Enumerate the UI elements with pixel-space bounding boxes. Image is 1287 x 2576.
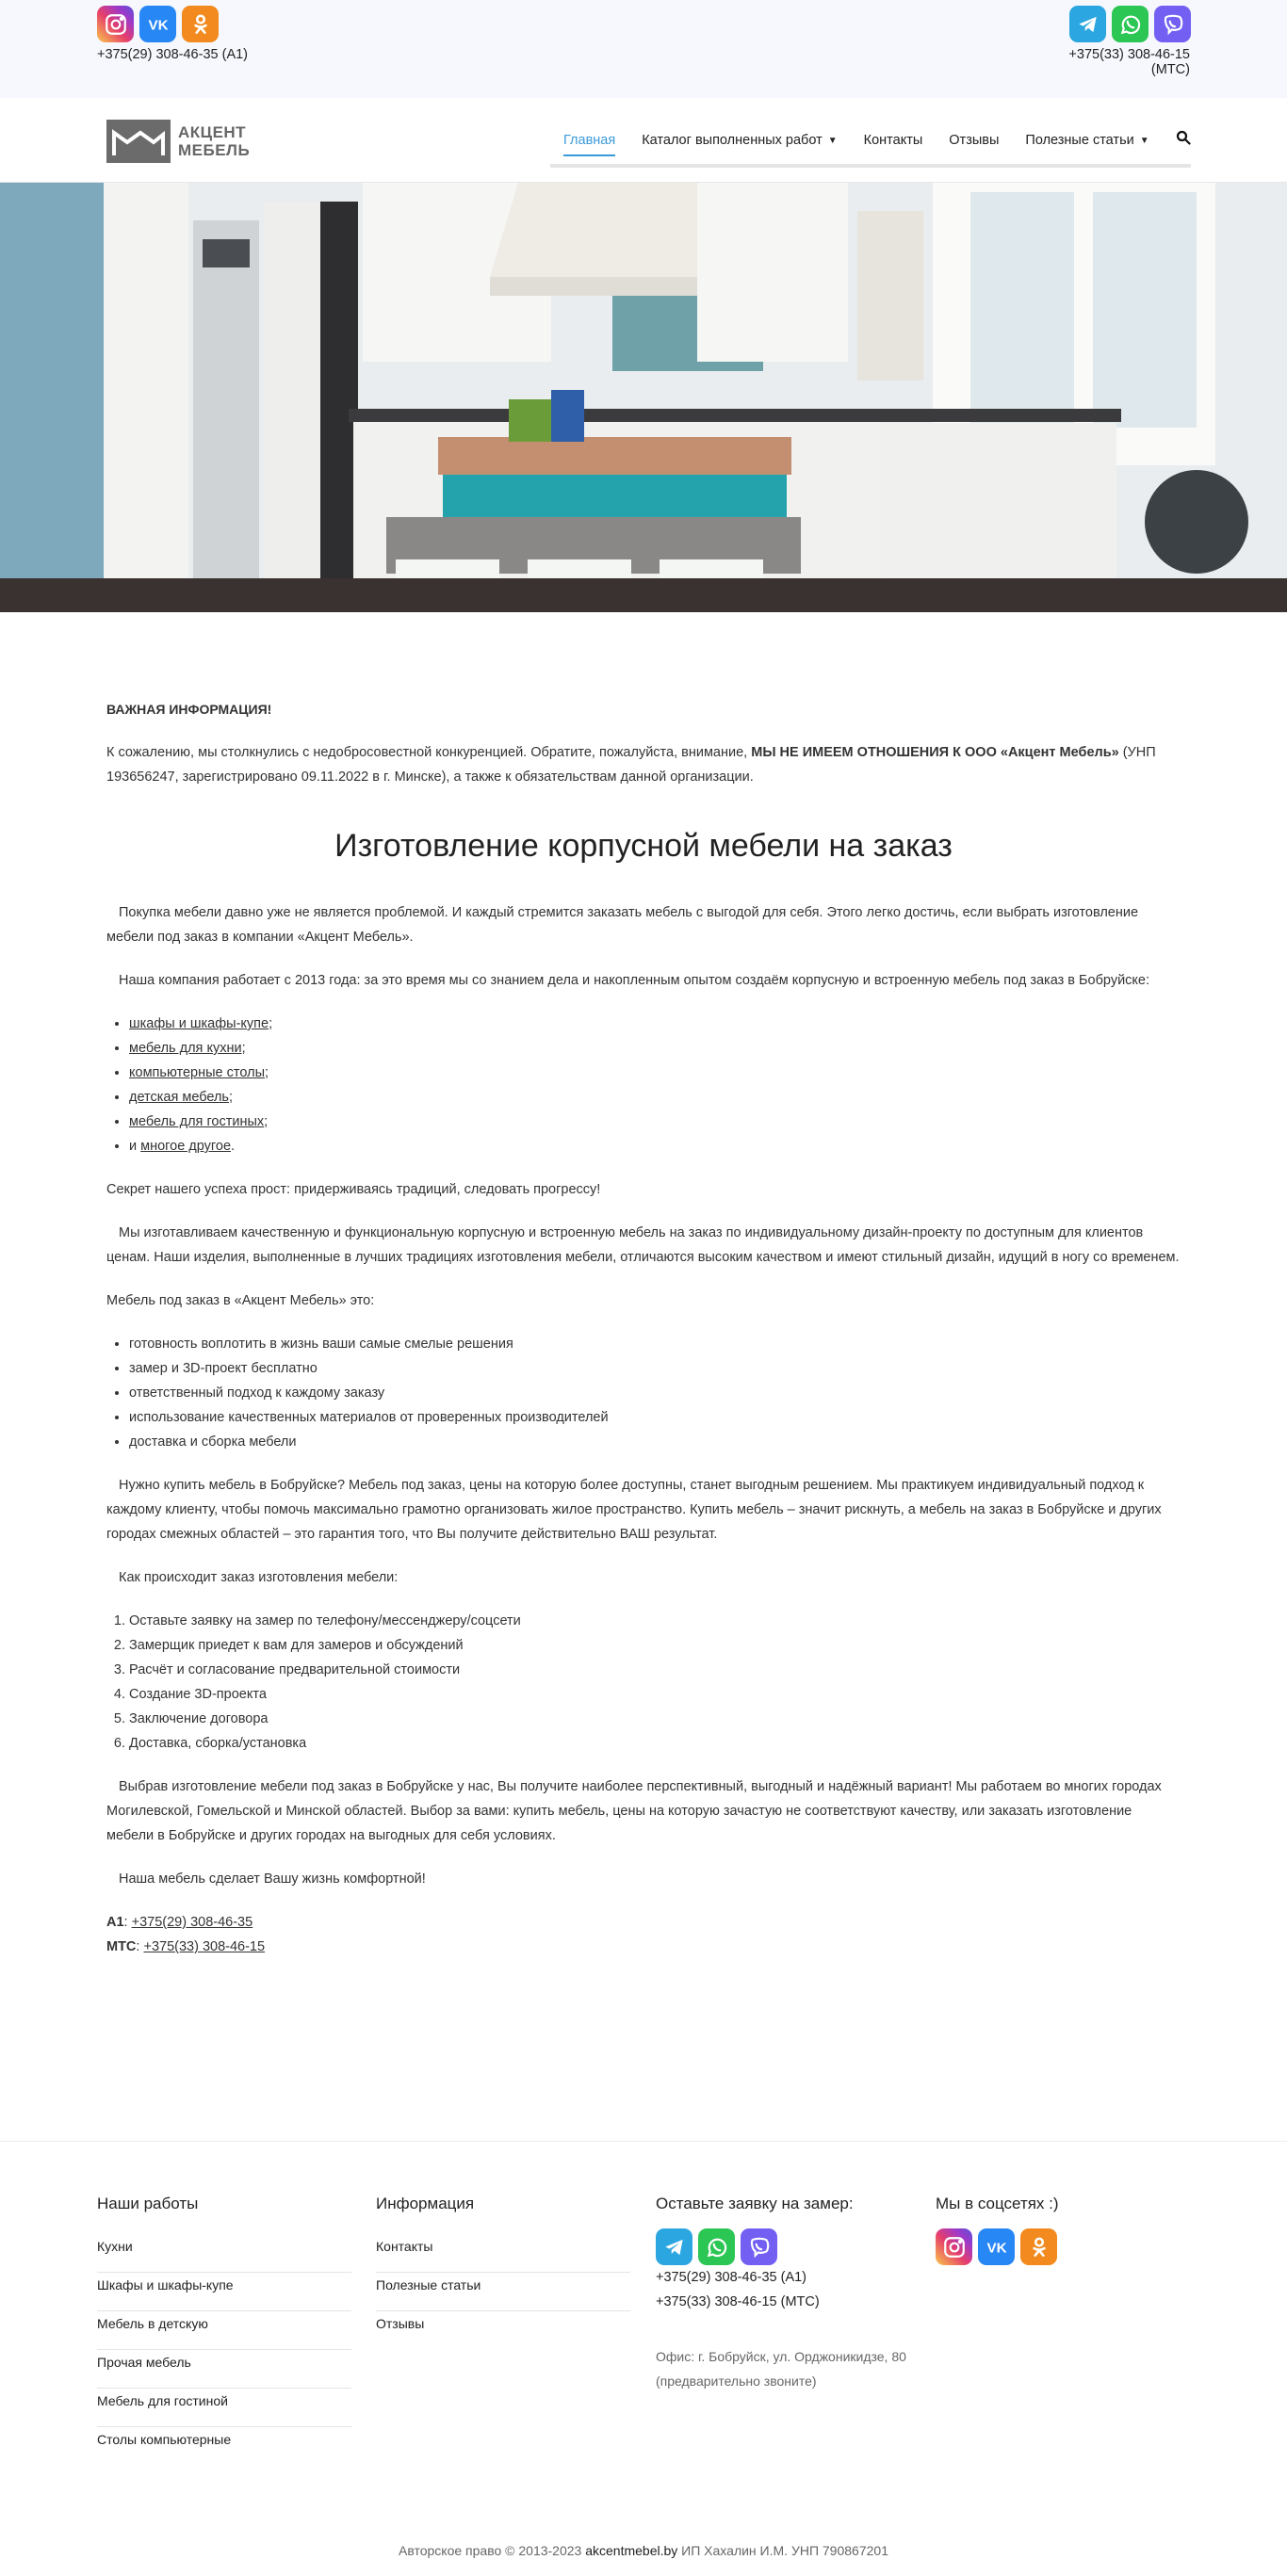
list-item: 4. Создание 3D-проекта (129, 1682, 1181, 1707)
nav-contacts[interactable] (864, 133, 923, 148)
notice-text-2: (УНП 193656247, зарегистрировано 09.11.2022 в г. Минске), а также к обязательствам данной организации. (106, 745, 1156, 785)
footer-link[interactable]: Столы компьютерные (97, 2432, 232, 2447)
list-item: • компьютерные столы; (129, 1061, 1181, 1085)
footer-link[interactable]: Шкафы и шкафы-купе (97, 2273, 351, 2311)
logo-line-1: АКЦЕНТ (178, 123, 247, 141)
list-item: 6. Доставка, сборка/установка (129, 1731, 1181, 1756)
footer-works (97, 2195, 351, 2466)
contact-mts: МТС: +375(33) 308-46-15 (106, 1939, 266, 1954)
whatsapp-icon[interactable] (698, 2228, 735, 2265)
link-more[interactable]: многое другое (140, 1139, 232, 1154)
page-title: Изготовление корпусной мебели на заказ (334, 828, 953, 864)
paragraph-8: Выбрав изготовление мебели под заказ в Бобруйске у нас, Вы получите наиболее перспективный, выгодный и надёжный вариант! Мы работаем во многих городах Могилевской, Гомельской и Минской областей. Выбор за вами: купить мебель, цены на которую зачастую не соответствуют качеству, или заказать изготовление мебели в Бобруйске и других городах на выгодных для себя условиях. (106, 1779, 1162, 1843)
svg-text:VK: VK (147, 16, 169, 33)
paragraph-1: Покупка мебели давно уже не является проблемой. И каждый стремится заказать мебель с выгодой для себя. Этого легко достичь, если выбрать изготовление мебели под заказ в компании «Акцент Мебель». (106, 905, 1139, 945)
main-content (106, 697, 1181, 1959)
link-kids[interactable]: детская мебель (129, 1090, 229, 1105)
notice-text-1: К сожалению, мы столкнулись с недобросовестной конкуренцией. Обратите, пожалуйста, внимание, (106, 745, 752, 760)
list-item: • ответственный подход к каждому заказу (129, 1381, 1181, 1405)
svg-text:VK: VK (986, 2239, 1007, 2256)
features-list (106, 1332, 1181, 1454)
instagram-icon[interactable] (936, 2228, 972, 2265)
instagram-icon[interactable] (97, 6, 134, 42)
footer-info-title: Информация (376, 2195, 475, 2212)
footer-social-title: Мы в соцсетях :) (936, 2195, 1059, 2212)
furniture-links (106, 1012, 1181, 1158)
list-item: • мебель для гостиных; (129, 1110, 1181, 1134)
top-bar (0, 0, 1287, 98)
notice-title: ВАЖНАЯ ИНФОРМАЦИЯ! (106, 702, 272, 717)
footer-social-icons (936, 2228, 1059, 2265)
footer-works-title: Наши работы (97, 2195, 199, 2212)
notice-bold: МЫ НЕ ИМЕЕМ ОТНОШЕНИЯ К ООО «Акцент Мебель» (751, 745, 1119, 760)
contact-a1-label: А1 (106, 1915, 124, 1930)
contact-a1: А1: +375(29) 308-46-35 (106, 1915, 253, 1930)
link-computer-desks[interactable]: компьютерные столы (129, 1065, 265, 1080)
list-item: 5. Заключение договора (129, 1707, 1181, 1731)
hero-image (0, 183, 1287, 612)
paragraph-3: Секрет нашего успеха прост: придерживаясь традиций, следовать прогрессу! (106, 1182, 601, 1197)
footer-request-title: Оставьте заявку на замер: (656, 2195, 854, 2212)
vk-icon[interactable] (978, 2228, 1015, 2265)
telegram-icon[interactable] (1069, 6, 1106, 42)
odnoklassniki-icon[interactable] (1020, 2228, 1057, 2265)
footer-link[interactable]: Контакты (376, 2234, 630, 2273)
nav-catalog[interactable] (642, 133, 837, 148)
site-footer (0, 2141, 1287, 2576)
contact-mts-link[interactable]: +375(33) 308-46-15 (143, 1939, 266, 1954)
site-header (0, 98, 1287, 183)
paragraph-7: Как происходит заказ изготовления мебели: (119, 1570, 399, 1585)
paragraph-6: Нужно купить мебель в Бобруйске? Мебель под заказ, цены на которую более доступны, станет выгодным решением. Мы практикуем индивидуальный подход к каждому клиенту, чтобы помочь максимально грамотно организовать жилое пространство. Купить мебель – значит рискнуть, а мебель на заказ в Бобруйске и других городах смежных областей – это гарантия того, что Вы получите действительно ВАШ результат. (106, 1478, 1162, 1542)
notice-text (106, 740, 1181, 789)
list-item: • мебель для кухни; (129, 1036, 1181, 1061)
link-wardrobes[interactable]: шкафы и шкафы-купе (129, 1016, 269, 1031)
list-item: 2. Замерщик приедет к вам для замеров и обсуждений (129, 1633, 1181, 1658)
social-links-right (1069, 6, 1191, 42)
main-nav (550, 98, 1163, 183)
copyright-suffix: ИП Хахалин И.М. УНП 790867201 (677, 2543, 888, 2558)
link-living-room[interactable]: мебель для гостиных (129, 1114, 265, 1129)
footer-link[interactable]: Отзывы (376, 2316, 425, 2331)
footer-link[interactable]: Кухни (97, 2234, 351, 2273)
viber-icon[interactable] (741, 2228, 777, 2265)
list-item: • использование качественных материалов от проверенных производителей (129, 1405, 1181, 1430)
logo-mark (106, 120, 171, 163)
telegram-icon[interactable] (656, 2228, 692, 2265)
odnoklassniki-icon[interactable] (182, 6, 219, 42)
nav-reviews[interactable] (949, 133, 999, 148)
paragraph-2: Наша компания работает с 2013 года: за это время мы со знанием дела и накопленным опытом создаём корпусную и встроенную мебель под заказ в Бобруйске: (119, 973, 1150, 988)
office-address: Офис: г. Бобруйск, ул. Орджоникидзе, 80 (предварительно звоните) (656, 2349, 906, 2389)
list-item: • доставка и сборка мебели (129, 1430, 1181, 1454)
contact-mts-label: МТС (106, 1939, 137, 1954)
phone-a1[interactable]: +375(29) 308-46-35 (А1) (97, 47, 249, 62)
footer-link[interactable]: Мебель в детскую (97, 2311, 351, 2350)
footer-request (656, 2195, 910, 2393)
logo-line-2: МЕБЕЛЬ (178, 141, 251, 159)
and-prefix: и (129, 1139, 141, 1154)
list-item: • и многое другое. (129, 1134, 1181, 1158)
copyright-domain[interactable]: akcentmebel.by (585, 2543, 678, 2558)
copyright-prefix: Авторское право © 2013-2023 (399, 2543, 586, 2558)
nav-label: Контакты (863, 133, 923, 148)
footer-phone-mts[interactable]: +375(33) 308-46-15 (МТС) (656, 2294, 820, 2309)
footer-link[interactable]: Мебель для гостиной (97, 2389, 351, 2427)
social-links-left (97, 6, 219, 42)
chevron-down-icon: ▼ (1139, 135, 1149, 146)
logo-text (178, 123, 250, 159)
nav-label: Каталог выполненных работ (642, 133, 823, 148)
list-item: 3. Расчёт и согласование предварительной стоимости (129, 1658, 1181, 1682)
nav-articles[interactable] (1025, 133, 1149, 148)
paragraph-5: Мебель под заказ в «Акцент Мебель» это: (106, 1293, 375, 1308)
copyright (0, 2543, 1287, 2558)
viber-icon[interactable] (1154, 6, 1191, 42)
list-item: • детская мебель; (129, 1085, 1181, 1110)
list-item: • замер и 3D-проект бесплатно (129, 1356, 1181, 1381)
link-kitchen[interactable]: мебель для кухни (129, 1041, 242, 1056)
footer-info (376, 2195, 630, 2350)
footer-link[interactable]: Прочая мебель (97, 2350, 351, 2389)
nav-label: Отзывы (949, 133, 1000, 148)
search-icon[interactable] (1176, 130, 1191, 149)
paragraph-9: Наша мебель сделает Вашу жизнь комфортной! (119, 1871, 426, 1887)
nav-home[interactable] (563, 133, 615, 148)
nav-label: Главная (563, 133, 616, 148)
footer-link[interactable]: Полезные статьи (376, 2273, 630, 2311)
logo[interactable] (106, 120, 250, 163)
contact-a1-link[interactable]: +375(29) 308-46-35 (131, 1915, 253, 1930)
footer-phone-a1[interactable]: +375(29) 308-46-35 (А1) (656, 2270, 807, 2285)
paragraph-4: Мы изготавливаем качественную и функциональную корпусную и встроенную мебель на заказ по индивидуальному дизайн-проекту по доступным для клиентов ценам. Наши изделия, выполненные в лучших традициях изготовления мебели, отличаются высоким качеством и имеют стильный дизайн, идущий в ногу со временем. (106, 1225, 1180, 1265)
list-item: • шкафы и шкафы-купе; (129, 1012, 1181, 1036)
nav-label: Полезные статьи (1025, 133, 1134, 148)
order-steps (106, 1609, 1181, 1756)
phone-mts[interactable]: +375(33) 308-46-15 (МТС) (1068, 47, 1190, 77)
list-item: 1. Оставьте заявку на замер по телефону/мессенджеру/соцсети (129, 1609, 1181, 1633)
chevron-down-icon: ▼ (827, 135, 838, 146)
list-item: • готовность воплотить в жизнь ваши самые смелые решения (129, 1332, 1181, 1356)
footer-messengers (656, 2228, 910, 2265)
vk-icon[interactable] (139, 6, 176, 42)
footer-social (936, 2195, 1059, 2265)
whatsapp-icon[interactable] (1112, 6, 1149, 42)
